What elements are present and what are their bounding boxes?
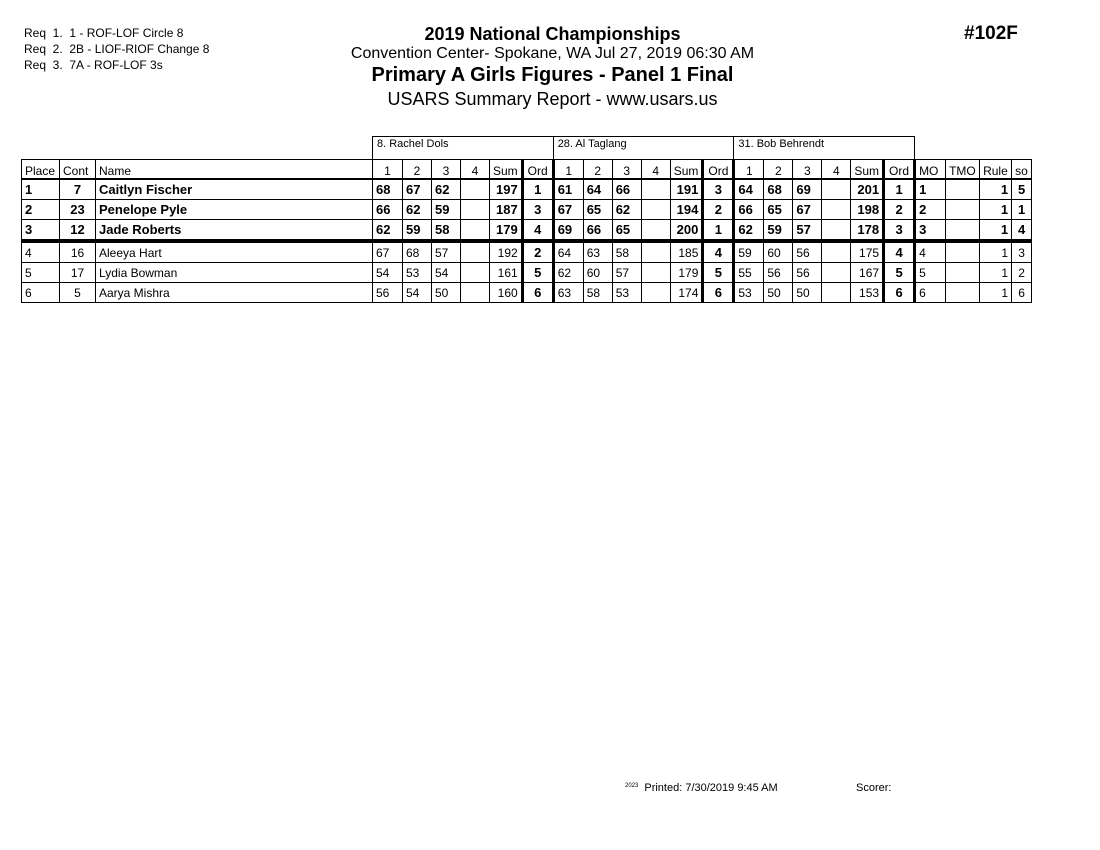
judge-3-score-1: 59 [734,241,764,263]
col-header-score-1: 1 [373,160,403,180]
judge-2-score-3: 62 [612,200,641,220]
judge-1-sum: 179 [490,220,523,242]
judge-1-score-3: 62 [432,179,461,200]
judge-3-score-3: 56 [793,241,822,263]
skate-order-cell: 2 [1012,263,1032,283]
skate-order-cell: 6 [1012,283,1032,303]
venue-line: Convention Center- Spokane, WA Jul 27, 2019 06:30 AM [350,45,755,62]
tmo-cell [946,263,980,283]
majority-ordinal-cell: 1 [915,179,946,200]
rule-cell: 1 [980,200,1012,220]
judge-2-ordinal: 2 [703,200,734,220]
judge-3-score-3: 56 [793,263,822,283]
col-header-score-3: 3 [612,160,641,180]
table-row [22,241,1032,263]
judge-2-ordinal: 6 [703,283,734,303]
judge-1-score-3: 50 [432,283,461,303]
judge-2-sum: 191 [670,179,703,200]
col-header-sum: Sum [851,160,884,180]
judge-3-score-2: 50 [764,283,793,303]
majority-ordinal-cell: 5 [915,263,946,283]
judge-2-score-1: 69 [553,220,583,242]
judge-3-score-3: 69 [793,179,822,200]
judge-1-score-1: 56 [373,283,403,303]
place-cell: 3 [22,220,60,242]
results-table [21,136,1032,303]
judge-2-ordinal: 4 [703,241,734,263]
judge-3-score-3: 67 [793,200,822,220]
judge-1-ordinal: 4 [522,220,553,242]
judge-2-score-2: 60 [583,263,612,283]
col-header-ord: Ord [703,160,734,180]
majority-ordinal-cell: 6 [915,283,946,303]
judge-2-sum: 179 [670,263,703,283]
column-header-row [22,160,1032,180]
judge-3-score-4 [822,283,851,303]
table-row [22,283,1032,303]
contestant-number-cell: 5 [60,283,96,303]
skater-name-cell: Aarya Mishra [96,283,373,303]
judge-2-score-4 [641,283,670,303]
judge-1-sum: 187 [490,200,523,220]
judge-3-name: 31. Bob Behrendt [734,137,915,160]
judge-1-score-2: 59 [403,220,432,242]
judge-3-sum: 201 [851,179,884,200]
judge-3-score-2: 68 [764,179,793,200]
judge-1-ordinal: 5 [522,263,553,283]
judge-1-score-4 [461,220,490,242]
event-number: #102F [964,23,1018,44]
judges-header-row [22,137,1032,160]
judge-3-score-1: 62 [734,220,764,242]
judge-2-score-2: 64 [583,179,612,200]
judge-1-score-2: 53 [403,263,432,283]
judge-1-score-2: 68 [403,241,432,263]
judge-2-score-4 [641,241,670,263]
skate-order-cell: 3 [1012,241,1032,263]
judge-3-score-1: 66 [734,200,764,220]
judge-3-sum: 153 [851,283,884,303]
judge-1-score-4 [461,263,490,283]
place-cell: 6 [22,283,60,303]
col-header-score-1: 1 [734,160,764,180]
judge-2-name: 28. Al Taglang [553,137,734,160]
judge-3-score-4 [822,200,851,220]
col-header-cont: Cont [60,160,96,180]
judge-2-ordinal: 3 [703,179,734,200]
judge-1-score-3: 57 [432,241,461,263]
judge-3-score-1: 64 [734,179,764,200]
judge-3-score-4 [822,263,851,283]
col-header-score-4: 4 [461,160,490,180]
judge-3-ordinal: 5 [884,263,915,283]
judge-2-ordinal: 5 [703,263,734,283]
table-row [22,220,1032,242]
judge-2-score-2: 63 [583,241,612,263]
col-header-ord: Ord [884,160,915,180]
skater-name-cell: Jade Roberts [96,220,373,242]
judge-3-sum: 175 [851,241,884,263]
judge-3-score-4 [822,179,851,200]
judge-1-score-3: 54 [432,263,461,283]
judge-3-score-4 [822,241,851,263]
contestant-number-cell: 7 [60,179,96,200]
judge-2-sum: 194 [670,200,703,220]
judge-1-sum: 197 [490,179,523,200]
tmo-cell [946,200,980,220]
contestant-number-cell: 17 [60,263,96,283]
majority-ordinal-cell: 2 [915,200,946,220]
judge-2-score-2: 66 [583,220,612,242]
rule-cell: 1 [980,241,1012,263]
judge-2-score-2: 58 [583,283,612,303]
col-header-mo: MO [915,160,946,180]
judge-1-ordinal: 6 [522,283,553,303]
requirement-1: Req 1. 1 - ROF-LOF Circle 8 [24,26,184,40]
skater-name-cell: Lydia Bowman [96,263,373,283]
judge-2-score-4 [641,179,670,200]
tmo-cell [946,283,980,303]
report-title: 2019 National Championships [424,24,681,44]
judge-3-score-2: 65 [764,200,793,220]
contestant-number-cell: 16 [60,241,96,263]
place-cell: 1 [22,179,60,200]
judge-3-ordinal: 1 [884,179,915,200]
judge-1-score-3: 58 [432,220,461,242]
judge-1-ordinal: 2 [522,241,553,263]
requirement-2: Req 2. 2B - LIOF-RIOF Change 8 [24,42,210,56]
col-header-score-3: 3 [793,160,822,180]
judge-3-ordinal: 6 [884,283,915,303]
col-header-score-1: 1 [553,160,583,180]
judge-1-score-4 [461,241,490,263]
col-header-sum: Sum [490,160,523,180]
majority-ordinal-cell: 3 [915,220,946,242]
col-header-score-2: 2 [764,160,793,180]
judge-3-score-4 [822,220,851,242]
rule-cell: 1 [980,179,1012,200]
judge-2-score-3: 66 [612,179,641,200]
judge-3-score-1: 55 [734,263,764,283]
judge-2-score-3: 58 [612,241,641,263]
judge-1-score-4 [461,283,490,303]
printed-line [625,782,778,794]
judge-3-score-3: 50 [793,283,822,303]
judge-2-score-4 [641,263,670,283]
judge-1-score-2: 62 [403,200,432,220]
col-header-tmo: TMO [946,160,980,180]
skater-name-cell: Caitlyn Fischer [96,179,373,200]
event-title: Primary A Girls Figures - Panel 1 Final [371,64,734,86]
judge-1-score-1: 67 [373,241,403,263]
tmo-cell [946,179,980,200]
tmo-cell [946,220,980,242]
judge-3-ordinal: 2 [884,200,915,220]
skater-name-cell: Penelope Pyle [96,200,373,220]
judge-3-score-1: 53 [734,283,764,303]
judge-1-ordinal: 3 [522,200,553,220]
tmo-cell [946,241,980,263]
col-header-sum: Sum [670,160,703,180]
judge-3-score-2: 60 [764,241,793,263]
judge-1-score-4 [461,200,490,220]
contestant-number-cell: 12 [60,220,96,242]
table-row [22,179,1032,200]
skate-order-cell: 4 [1012,220,1032,242]
judge-1-score-1: 54 [373,263,403,283]
judge-3-score-2: 59 [764,220,793,242]
judge-2-score-4 [641,200,670,220]
col-header-name: Name [96,160,373,180]
col-header-score-2: 2 [403,160,432,180]
col-header-score-2: 2 [583,160,612,180]
contestant-number-cell: 23 [60,200,96,220]
table-row [22,263,1032,283]
judge-1-sum: 160 [490,283,523,303]
judge-3-sum: 178 [851,220,884,242]
judge-2-score-1: 67 [553,200,583,220]
judge-1-sum: 161 [490,263,523,283]
judge-2-ordinal: 1 [703,220,734,242]
majority-ordinal-cell: 4 [915,241,946,263]
judge-1-score-3: 59 [432,200,461,220]
judge-2-sum: 200 [670,220,703,242]
printed-timestamp: Printed: 7/30/2019 9:45 AM [644,782,778,794]
col-header-score-4: 4 [641,160,670,180]
place-cell: 4 [22,241,60,263]
col-header-score-3: 3 [432,160,461,180]
judge-1-score-2: 67 [403,179,432,200]
judge-2-score-1: 61 [553,179,583,200]
skate-order-cell: 1 [1012,200,1032,220]
place-cell: 5 [22,263,60,283]
judge-2-score-1: 64 [553,241,583,263]
table-row [22,200,1032,220]
judge-1-sum: 192 [490,241,523,263]
judge-2-score-3: 65 [612,220,641,242]
judge-3-sum: 198 [851,200,884,220]
col-header-ord: Ord [522,160,553,180]
judge-2-score-2: 65 [583,200,612,220]
rule-cell: 1 [980,220,1012,242]
col-header-place: Place [22,160,60,180]
place-cell: 2 [22,200,60,220]
judge-1-score-1: 68 [373,179,403,200]
report-code: 2023 [625,783,639,789]
rule-cell: 1 [980,283,1012,303]
judge-3-score-2: 56 [764,263,793,283]
col-header-score-4: 4 [822,160,851,180]
judge-3-ordinal: 3 [884,220,915,242]
rule-cell: 1 [980,263,1012,283]
judge-1-score-1: 66 [373,200,403,220]
skater-name-cell: Aleeya Hart [96,241,373,263]
judge-2-score-3: 57 [612,263,641,283]
judge-1-ordinal: 1 [522,179,553,200]
judge-2-score-1: 62 [553,263,583,283]
judge-3-ordinal: 4 [884,241,915,263]
judge-1-score-1: 62 [373,220,403,242]
judge-3-sum: 167 [851,263,884,283]
judge-1-name: 8. Rachel Dols [373,137,554,160]
judge-2-sum: 185 [670,241,703,263]
judge-1-score-4 [461,179,490,200]
col-header-so: so [1012,160,1032,180]
skate-order-cell: 5 [1012,179,1032,200]
judge-1-score-2: 54 [403,283,432,303]
judge-2-score-3: 53 [612,283,641,303]
requirement-3: Req 3. 7A - ROF-LOF 3s [24,58,163,72]
col-header-rule: Rule [980,160,1012,180]
report-subtitle: USARS Summary Report - www.usars.us [387,89,718,109]
judge-2-score-4 [641,220,670,242]
judge-2-sum: 174 [670,283,703,303]
scorer-label: Scorer: [856,782,892,794]
judge-2-score-1: 63 [553,283,583,303]
judge-3-score-3: 57 [793,220,822,242]
